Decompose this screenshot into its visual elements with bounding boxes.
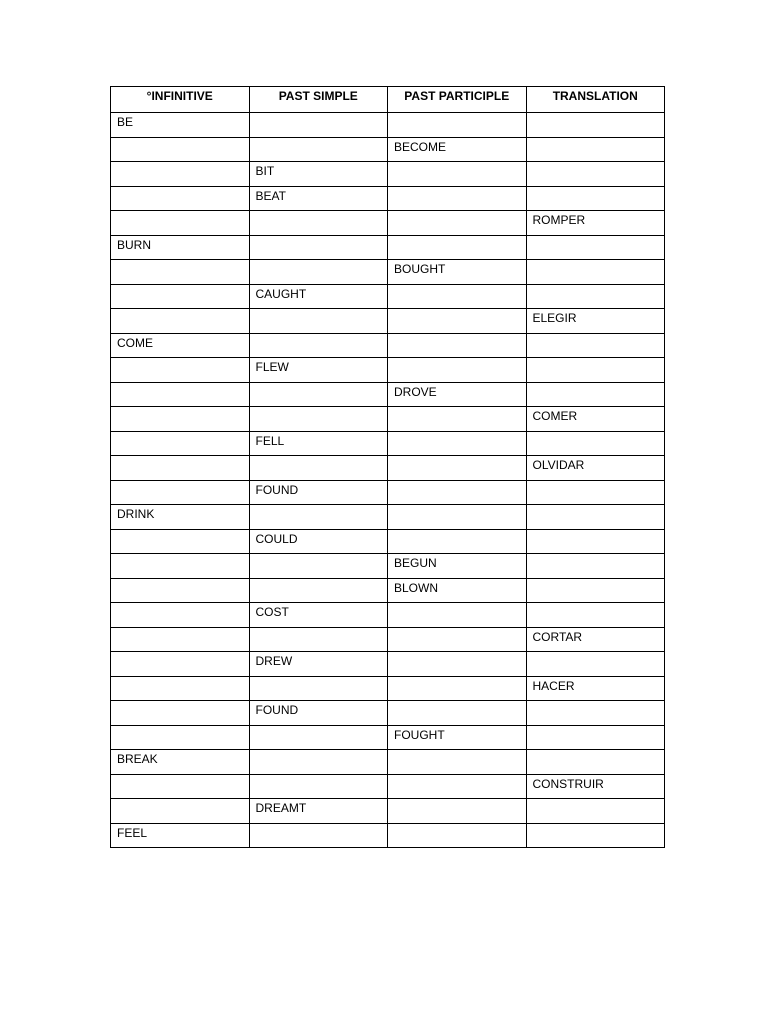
table-row [111,407,665,432]
infinitive-cell [111,358,250,383]
header-infinitive: °INFINITIVE [111,87,250,113]
header-past-simple: PAST SIMPLE [249,87,388,113]
table-row [111,603,665,628]
past-participle-cell [388,774,527,799]
infinitive-cell [111,382,250,407]
table-row [111,284,665,309]
translation-cell [526,113,665,138]
table-row [111,799,665,824]
translation-cell [526,823,665,848]
infinitive-cell [111,480,250,505]
table-row [111,750,665,775]
translation-cell [526,652,665,677]
past-participle-cell [388,211,527,236]
past-participle-cell [388,284,527,309]
translation-cell [526,162,665,187]
translation-cell [526,603,665,628]
past-simple-cell: DREAMT [249,799,388,824]
past-participle-cell [388,603,527,628]
past-participle-cell [388,505,527,530]
past-simple-cell [249,113,388,138]
past-participle-cell [388,407,527,432]
table-row [111,358,665,383]
past-participle-cell: BOUGHT [388,260,527,285]
past-participle-cell: BEGUN [388,554,527,579]
translation-cell [526,799,665,824]
past-participle-cell [388,456,527,481]
translation-cell: ROMPER [526,211,665,236]
past-participle-cell [388,186,527,211]
translation-cell [526,554,665,579]
infinitive-cell [111,407,250,432]
past-simple-cell [249,407,388,432]
past-simple-cell [249,505,388,530]
translation-cell [526,505,665,530]
infinitive-cell [111,701,250,726]
past-participle-cell: FOUGHT [388,725,527,750]
table-row [111,774,665,799]
past-participle-cell [388,750,527,775]
past-simple-cell [249,554,388,579]
infinitive-cell [111,799,250,824]
past-simple-cell [249,309,388,334]
infinitive-cell [111,186,250,211]
past-simple-cell: BEAT [249,186,388,211]
infinitive-cell: BE [111,113,250,138]
table-row [111,725,665,750]
table-row [111,211,665,236]
past-participle-cell [388,652,527,677]
past-simple-cell: BIT [249,162,388,187]
past-participle-cell [388,309,527,334]
table-row [111,382,665,407]
infinitive-cell [111,578,250,603]
translation-cell [526,431,665,456]
infinitive-cell [111,676,250,701]
translation-cell [526,358,665,383]
past-participle-cell [388,333,527,358]
infinitive-cell [111,529,250,554]
table-row [111,137,665,162]
table-row [111,260,665,285]
translation-cell [526,701,665,726]
past-simple-cell [249,382,388,407]
infinitive-cell [111,603,250,628]
translation-cell: CONSTRUIR [526,774,665,799]
infinitive-cell: BURN [111,235,250,260]
infinitive-cell [111,284,250,309]
translation-cell: COMER [526,407,665,432]
past-participle-cell: BECOME [388,137,527,162]
infinitive-cell [111,725,250,750]
infinitive-cell: FEEL [111,823,250,848]
infinitive-cell: COME [111,333,250,358]
translation-cell: HACER [526,676,665,701]
table-row [111,186,665,211]
past-simple-cell: COST [249,603,388,628]
infinitive-cell [111,211,250,236]
table-row [111,652,665,677]
table-row [111,431,665,456]
past-participle-cell [388,113,527,138]
past-participle-cell [388,823,527,848]
past-participle-cell [388,480,527,505]
past-simple-cell [249,137,388,162]
past-simple-cell [249,211,388,236]
past-participle-cell [388,162,527,187]
infinitive-cell [111,554,250,579]
translation-cell [526,284,665,309]
infinitive-cell [111,652,250,677]
past-simple-cell [249,725,388,750]
infinitive-cell: BREAK [111,750,250,775]
translation-cell: OLVIDAR [526,456,665,481]
past-simple-cell: DREW [249,652,388,677]
table-row [111,676,665,701]
past-participle-cell: BLOWN [388,578,527,603]
irregular-verbs-table [110,86,665,848]
translation-cell [526,186,665,211]
past-participle-cell [388,676,527,701]
infinitive-cell [111,309,250,334]
translation-cell [526,480,665,505]
infinitive-cell [111,162,250,187]
table-row [111,823,665,848]
table-row [111,456,665,481]
translation-cell [526,578,665,603]
translation-cell [526,333,665,358]
past-participle-cell [388,701,527,726]
past-simple-cell: CAUGHT [249,284,388,309]
translation-cell [526,235,665,260]
infinitive-cell [111,456,250,481]
past-simple-cell [249,456,388,481]
past-simple-cell [249,627,388,652]
past-simple-cell: FOUND [249,480,388,505]
table-row [111,578,665,603]
infinitive-cell: DRINK [111,505,250,530]
translation-cell [526,750,665,775]
past-participle-cell [388,358,527,383]
past-simple-cell [249,823,388,848]
translation-cell [526,529,665,554]
past-simple-cell [249,774,388,799]
infinitive-cell [111,627,250,652]
past-participle-cell [388,235,527,260]
past-simple-cell: FOUND [249,701,388,726]
table-row [111,554,665,579]
table-row [111,505,665,530]
translation-cell: ELEGIR [526,309,665,334]
past-simple-cell: COULD [249,529,388,554]
past-participle-cell [388,529,527,554]
table-row [111,309,665,334]
past-participle-cell [388,799,527,824]
table-row [111,627,665,652]
translation-cell [526,725,665,750]
translation-cell [526,382,665,407]
past-simple-cell [249,333,388,358]
past-participle-cell: DROVE [388,382,527,407]
past-participle-cell [388,627,527,652]
header-translation: TRANSLATION [526,87,665,113]
infinitive-cell [111,137,250,162]
past-simple-cell [249,750,388,775]
translation-cell: CORTAR [526,627,665,652]
table-row [111,235,665,260]
past-participle-cell [388,431,527,456]
infinitive-cell [111,431,250,456]
table-row [111,529,665,554]
translation-cell [526,137,665,162]
table-row [111,333,665,358]
past-simple-cell [249,676,388,701]
infinitive-cell [111,774,250,799]
table-header-row [111,87,665,113]
past-simple-cell: FLEW [249,358,388,383]
table-row [111,162,665,187]
table-row [111,113,665,138]
table-row [111,701,665,726]
past-simple-cell [249,235,388,260]
infinitive-cell [111,260,250,285]
translation-cell [526,260,665,285]
past-simple-cell [249,578,388,603]
header-past-participle: PAST PARTICIPLE [388,87,527,113]
past-simple-cell: FELL [249,431,388,456]
table-row [111,480,665,505]
past-simple-cell [249,260,388,285]
table-body [111,113,665,848]
